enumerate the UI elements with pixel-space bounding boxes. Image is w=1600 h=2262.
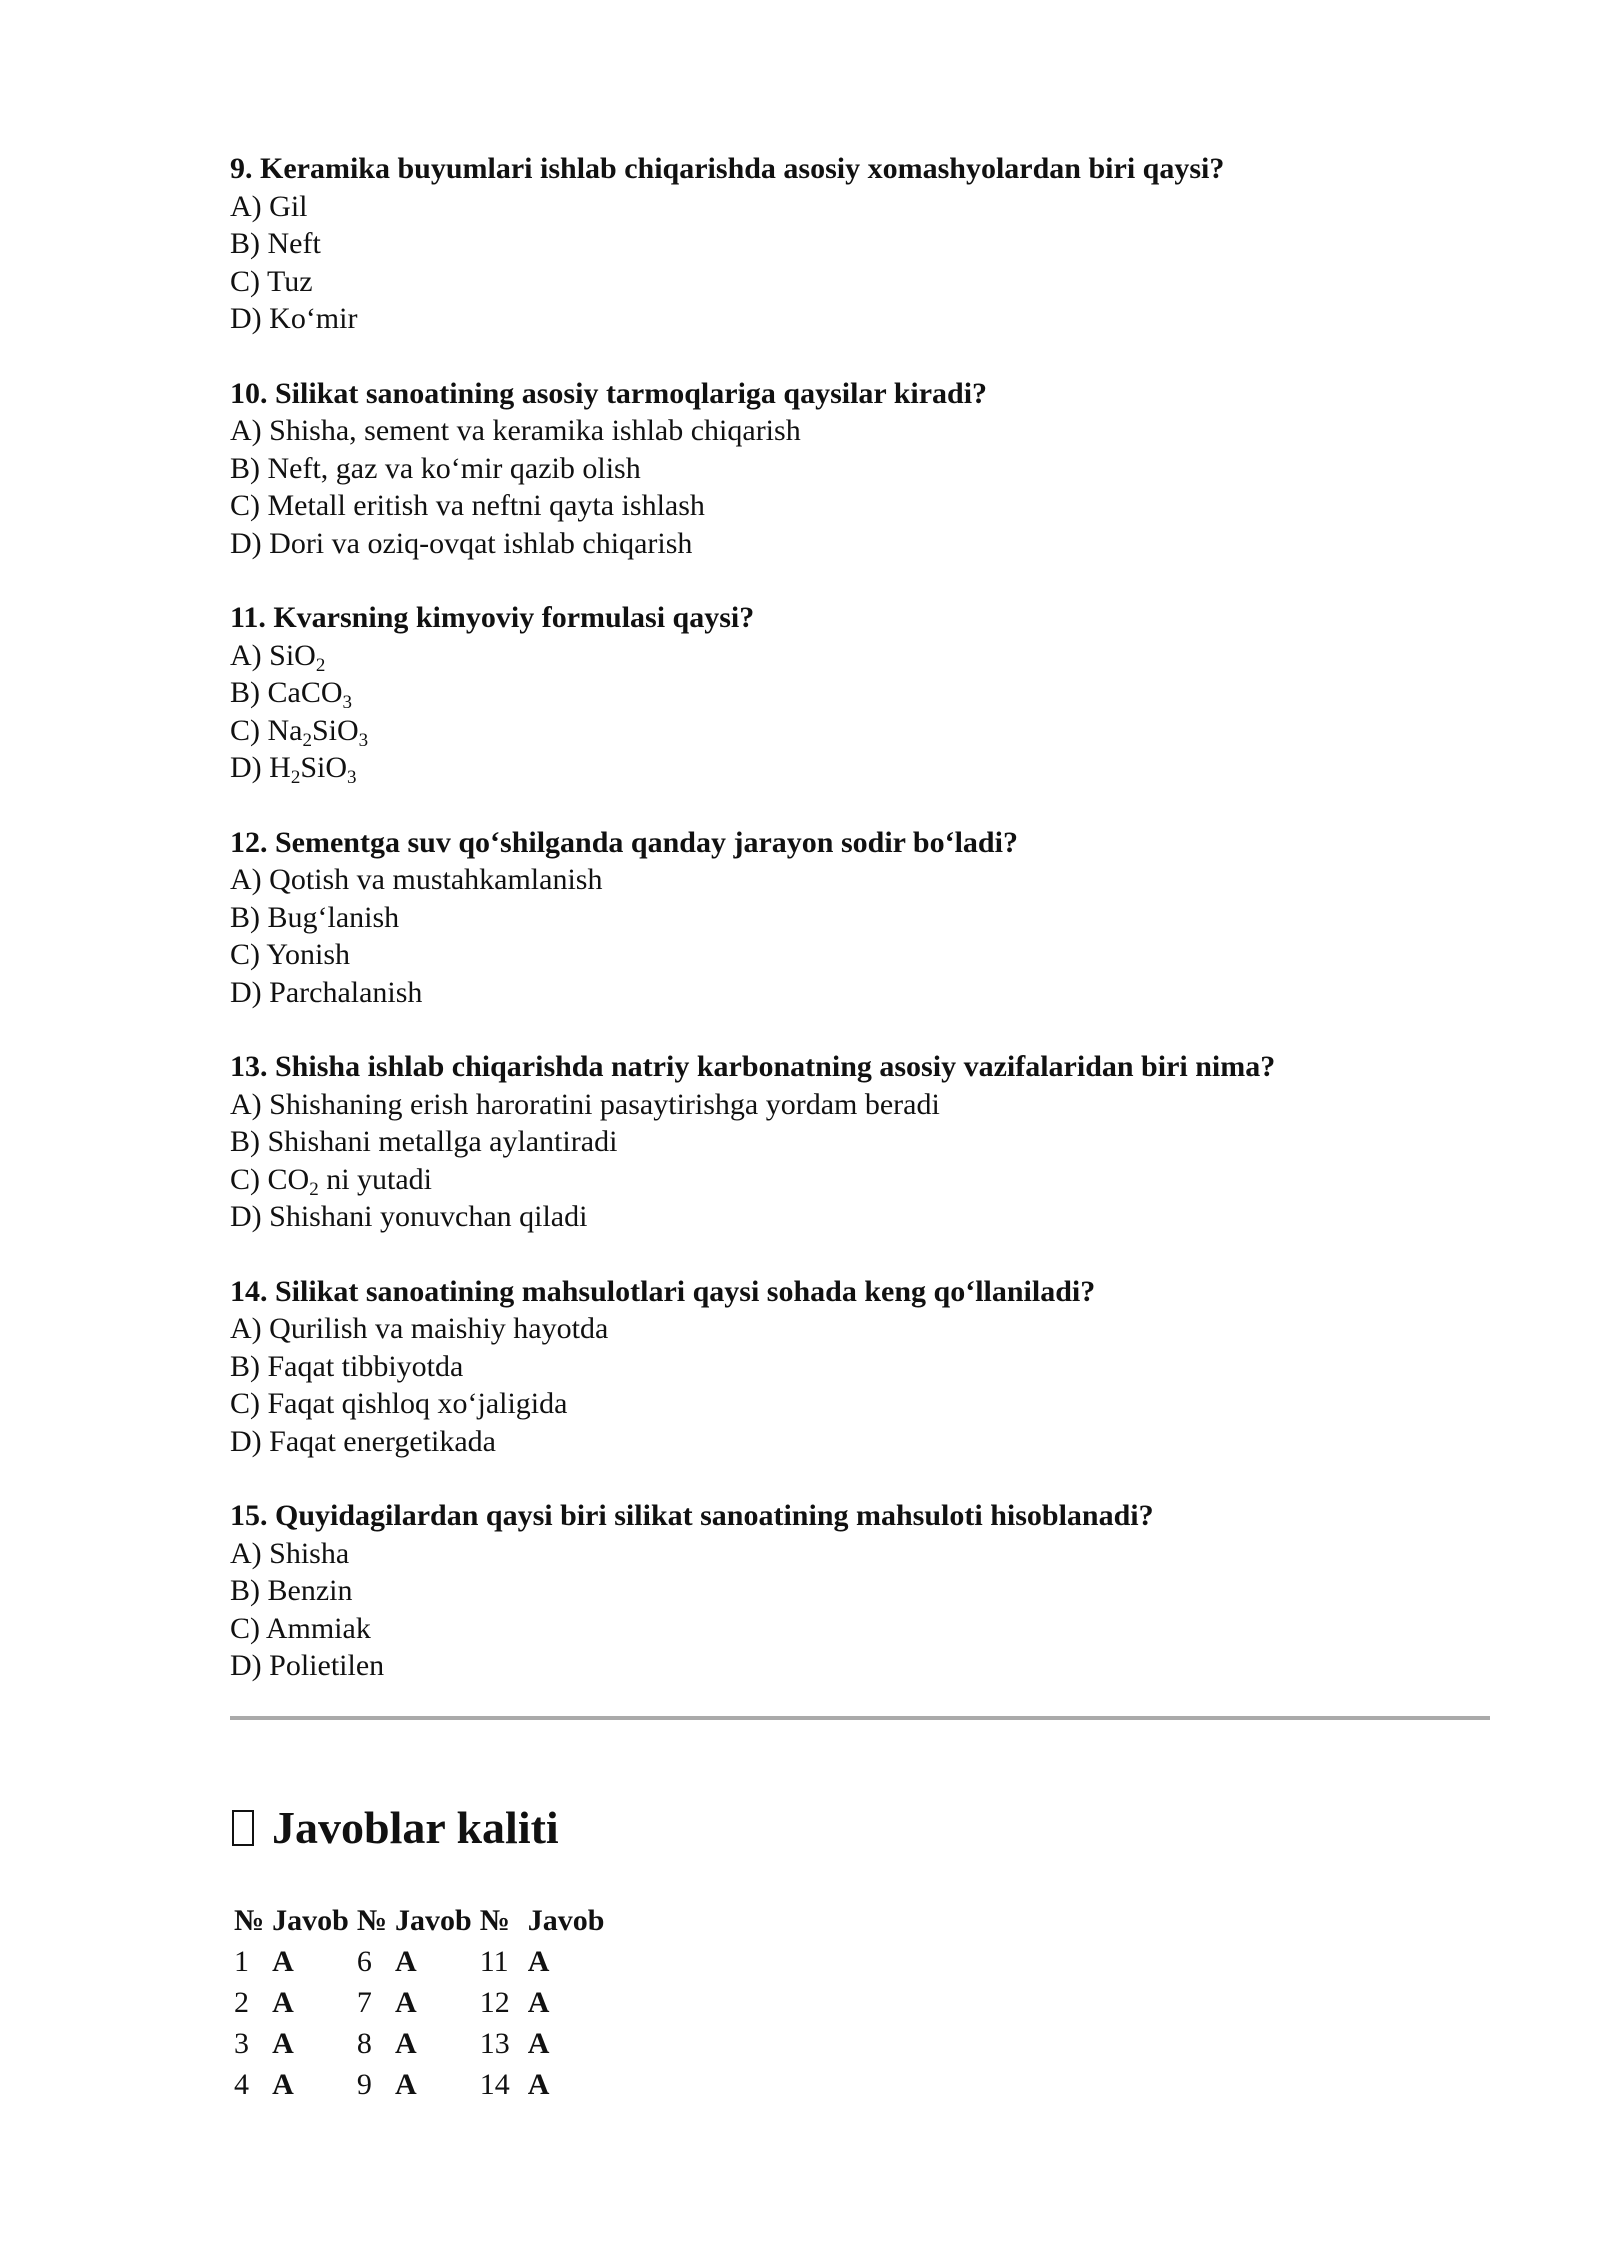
missing-glyph-box-icon xyxy=(232,1810,254,1846)
answer-option: A) Shishaning erish haroratini pasaytirishga yordam beradi xyxy=(230,1087,940,1121)
question-block xyxy=(230,1497,1490,1685)
answer-option: B) Faqat tibbiyotda xyxy=(230,1349,464,1383)
question-title: 9. Keramika buyumlari ishlab chiqarishda asosiy xomashyolardan biri qaysi? xyxy=(230,152,1225,185)
option-text: C) Na xyxy=(230,713,303,747)
answer-option: A) Qurilish va maishiy hayotda xyxy=(230,1312,609,1345)
option-text: ni yutadi xyxy=(318,1162,433,1196)
question-title: 15. Quyidagilardan qaysi biri silikat sanoatining mahsuloti hisoblanadi? xyxy=(230,1499,1154,1532)
question-number-cell: 13 xyxy=(479,2026,510,2060)
answer-option xyxy=(230,637,1490,675)
answer-key-row xyxy=(230,1941,608,1982)
answer-option: C) Faqat qishloq xo‘jaligida xyxy=(230,1387,568,1420)
question-title: 12. Sementga suv qo‘shilganda qanday jarayon sodir bo‘ladi? xyxy=(230,825,1018,859)
question-number-cell: 7 xyxy=(356,1985,372,2019)
formula-subscript: 2 xyxy=(302,729,312,751)
answer-key-row xyxy=(230,2023,608,2064)
formula-subscript: 2 xyxy=(309,1178,319,1200)
answer-option: C) Metall eritish va neftni qayta ishlash xyxy=(230,489,705,522)
option-text: C) CO xyxy=(230,1162,310,1196)
answer-option xyxy=(230,712,1490,750)
answer-option: D) Dori va oziq-ovqat ishlab chiqarish xyxy=(230,526,693,560)
answer-option: C) Ammiak xyxy=(230,1611,371,1645)
answer-option: B) Bug‘lanish xyxy=(230,900,400,934)
question-title: 14. Silikat sanoatining mahsulotlari qaysi sohada keng qo‘llaniladi? xyxy=(230,1274,1096,1308)
section-divider xyxy=(230,1716,1490,1720)
formula-subscript: 3 xyxy=(358,729,369,751)
question-title: 10. Silikat sanoatining asosiy tarmoqlariga qaysilar kiradi? xyxy=(230,376,988,410)
header-number-3: № xyxy=(479,1903,510,1937)
option-text: SiO xyxy=(311,713,359,747)
question-block xyxy=(230,599,1490,787)
answer-key-heading xyxy=(232,1800,559,1856)
answer-cell: A xyxy=(527,2067,550,2101)
question-block xyxy=(230,375,1490,563)
answer-option: C) Yonish xyxy=(230,938,351,971)
formula-subscript: 2 xyxy=(315,654,326,676)
answer-cell: A xyxy=(272,2026,294,2060)
answer-option: D) Polietilen xyxy=(230,1649,385,1682)
header-answer-2: Javob xyxy=(395,1903,472,1937)
answer-cell: A xyxy=(395,1944,417,1978)
option-text: B) CaCO xyxy=(230,676,343,709)
answer-option xyxy=(230,749,1490,787)
question-number-cell: 2 xyxy=(234,1985,249,2019)
answer-option: B) Neft, gaz va ko‘mir qazib olish xyxy=(230,451,641,485)
question-block xyxy=(230,1048,1490,1236)
formula-subscript: 3 xyxy=(342,692,352,713)
header-number-1: № xyxy=(234,1903,265,1937)
option-text: D) H xyxy=(230,751,291,784)
question-number-cell: 8 xyxy=(356,2026,372,2060)
answer-cell: A xyxy=(272,1944,294,1978)
answer-option xyxy=(230,674,1490,712)
answer-option: A) Shisha xyxy=(230,1536,350,1570)
answer-option: D) Parchalanish xyxy=(230,975,423,1009)
formula-subscript: 3 xyxy=(347,767,357,788)
question-block xyxy=(230,150,1490,338)
answer-option: A) Qotish va mustahkamlanish xyxy=(230,863,603,896)
option-text: SiO xyxy=(300,751,348,784)
formula-subscript: 2 xyxy=(290,767,301,788)
answer-cell: A xyxy=(527,2026,550,2060)
answer-cell: A xyxy=(272,1985,294,2019)
answer-option: B) Neft xyxy=(230,227,321,260)
question-number-cell: 4 xyxy=(234,2067,249,2101)
question-number-cell: 1 xyxy=(234,1944,249,1978)
answer-key-header-row xyxy=(230,1900,608,1941)
question-number-cell: 6 xyxy=(356,1944,372,1978)
answer-key-row xyxy=(230,2064,608,2105)
question-number-cell: 9 xyxy=(356,2067,372,2101)
answer-option: A) Gil xyxy=(230,189,308,223)
answer-option: B) Shishani metallga aylantiradi xyxy=(230,1125,618,1158)
question-number-cell: 3 xyxy=(234,2026,249,2060)
question-number-cell: 14 xyxy=(479,2067,510,2101)
answer-key-row xyxy=(230,1982,608,2023)
answer-option: A) Shisha, sement va keramika ishlab chiqarish xyxy=(230,414,801,447)
answer-option: D) Shishani yonuvchan qiladi xyxy=(230,1200,588,1233)
question-number-cell: 12 xyxy=(479,1985,510,2019)
answer-option: D) Faqat energetikada xyxy=(230,1424,497,1458)
question-block xyxy=(230,1273,1490,1461)
answer-option: C) Tuz xyxy=(230,264,313,298)
answer-cell: A xyxy=(527,1985,550,2019)
answer-option: B) Benzin xyxy=(230,1574,353,1607)
answer-option xyxy=(230,1161,1490,1199)
answer-cell: A xyxy=(395,2026,417,2060)
header-answer-1: Javob xyxy=(272,1903,349,1937)
answer-option: D) Ko‘mir xyxy=(230,302,358,335)
answer-cell: A xyxy=(395,2067,417,2101)
question-title: 13. Shisha ishlab chiqarishda natriy karbonatning asosiy vazifalaridan biri nima? xyxy=(230,1050,1276,1083)
question-number-cell: 11 xyxy=(479,1944,509,1978)
option-text: A) SiO xyxy=(230,638,316,672)
answer-cell: A xyxy=(527,1944,550,1978)
questions-section xyxy=(230,150,1490,1722)
header-answer-3: Javob xyxy=(527,1903,605,1937)
answer-key-table xyxy=(230,1900,608,2105)
answer-cell: A xyxy=(272,2067,294,2101)
question-block xyxy=(230,824,1490,1012)
answer-key-title: Javoblar kaliti xyxy=(272,1802,559,1853)
header-number-2: № xyxy=(356,1903,387,1937)
answer-cell: A xyxy=(395,1985,417,2019)
question-title: 11. Kvarsning kimyoviy formulasi qaysi? xyxy=(230,601,755,634)
